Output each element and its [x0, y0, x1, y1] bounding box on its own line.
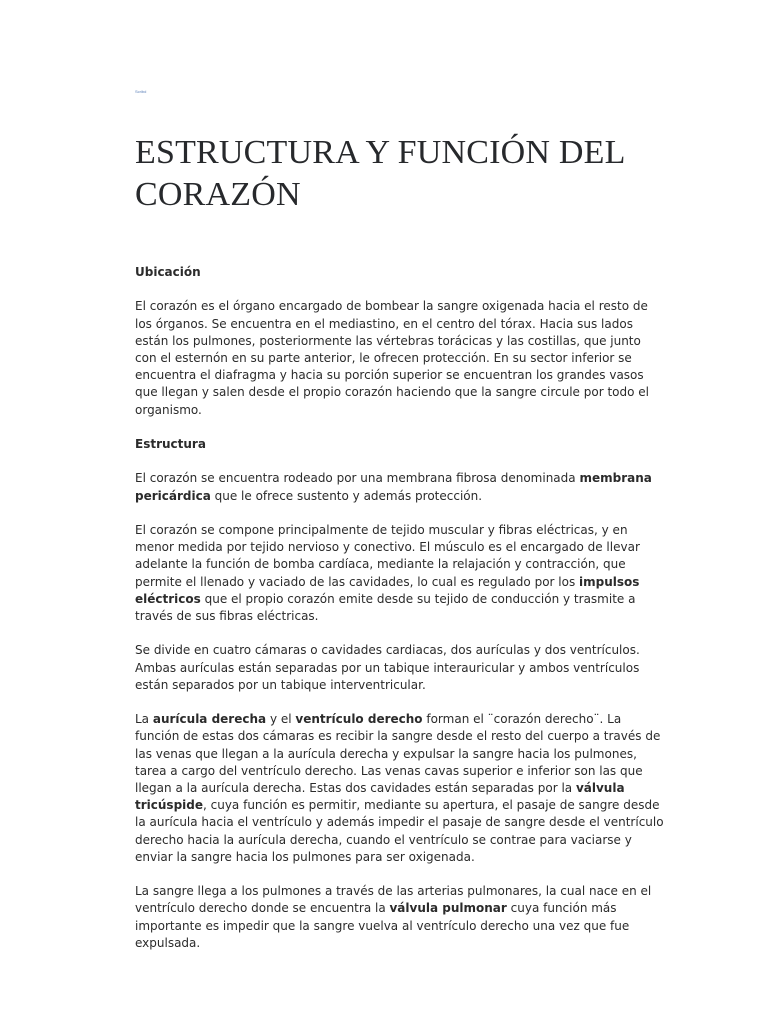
- text-run: El corazón se encuentra rodeado por una membrana fibrosa denominada: [135, 471, 580, 486]
- bold-term-impulsos: impulsos eléctricos: [135, 574, 640, 606]
- paragraph-ubicacion: El corazón es el órgano encargado de bombear la sangre oxigenada hacia el resto de los órganos. Se encuentra en el mediastino, en el centro del tórax. Hacia sus lados están los pulmones, posteriormente las vértebras torácicas y las costillas, que junto con el esternón en su parte anterior, le ofrecen protección. En su sector inferior se encuentra el diafragma y hacia su porción superior se encuentran los grandes vasos que llegan y salen desde el propio corazón haciendo que la sangre circule por todo el organismo.: [135, 299, 649, 417]
- text-run: que le ofrece sustento y además protección.: [210, 488, 483, 503]
- paragraph-corazon-derecho: [135, 711, 665, 866]
- paragraph-composicion: [135, 522, 665, 625]
- text-run: forman el ¨corazón derecho¨. La función de estas dos cámaras es recibir la sangre desde el resto del cuerpo a través de las venas que llegan a la aurícula derecha y expulsar la sangre hacia los pulmones, tarea a cargo del ventrículo derecho. Las venas cavas superior e inferior son las que llegan a la aurícula derecha. Estas dos cavidades están separadas por la: [135, 712, 661, 795]
- paragraph-membrana: [135, 470, 665, 504]
- document-body: [135, 264, 665, 969]
- text-run: , cuya función es permitir, mediante su apertura, el pasaje de sangre desde la aurícula hacia el ventrículo y además impedir el pasaje de sangre desde el ventrículo derecho hacia la aurícula derecha, cuando el ventrículo se contrae para vaciarse y enviar la sangre hacia los pulmones para ser oxigenada.: [135, 798, 664, 864]
- text-run: La sangre llega a los pulmones a través de las arterias pulmonares, la cual nace en el ventrículo derecho donde se encuentra la: [135, 884, 652, 916]
- text-run: La: [135, 712, 153, 727]
- heading-ubicacion: Ubicación: [135, 265, 201, 279]
- bold-term-valvula-tricuspide: válvula tricúspide: [135, 781, 625, 813]
- bold-term-membrana: membrana pericárdica: [135, 471, 652, 503]
- paragraph-camaras: Se divide en cuatro cámaras o cavidades cardiacas, dos aurículas y dos ventrículos. Ambas aurículas están separadas por un tabique interauricular y ambos ventrículos están separados por un tabique interventricular.: [135, 643, 640, 692]
- header-mark: Scribd: [135, 89, 147, 94]
- paragraph-pulmones: [135, 883, 665, 952]
- text-run: que el propio corazón emite desde su tejido de conducción y trasmite a través de sus fibras eléctricas.: [135, 591, 636, 623]
- text-run: y el: [266, 712, 296, 727]
- bold-term-valvula-pulmonar: válvula pulmonar: [389, 901, 507, 916]
- bold-term-auricula-derecha: aurícula derecha: [152, 712, 267, 727]
- text-run: cuya función más importante es impedir que la sangre vuelva al ventrículo derecho una vez que fue expulsada.: [135, 901, 630, 950]
- bold-term-ventriculo-derecho: ventrículo derecho: [295, 712, 423, 727]
- document-title: ESTRUCTURA Y FUNCIÓN DEL CORAZÓN: [135, 134, 625, 213]
- text-run: El corazón se compone principalmente de tejido muscular y fibras eléctricas, y en menor medida por tejido nervioso y conectivo. El músculo es el encargado de llevar adelante la función de bomba cardíaca, mediante la relajación y contracción, que permite el llenado y vaciado de las cavidades, lo cual es regulado por los: [135, 522, 640, 589]
- heading-estructura: Estructura: [135, 437, 206, 451]
